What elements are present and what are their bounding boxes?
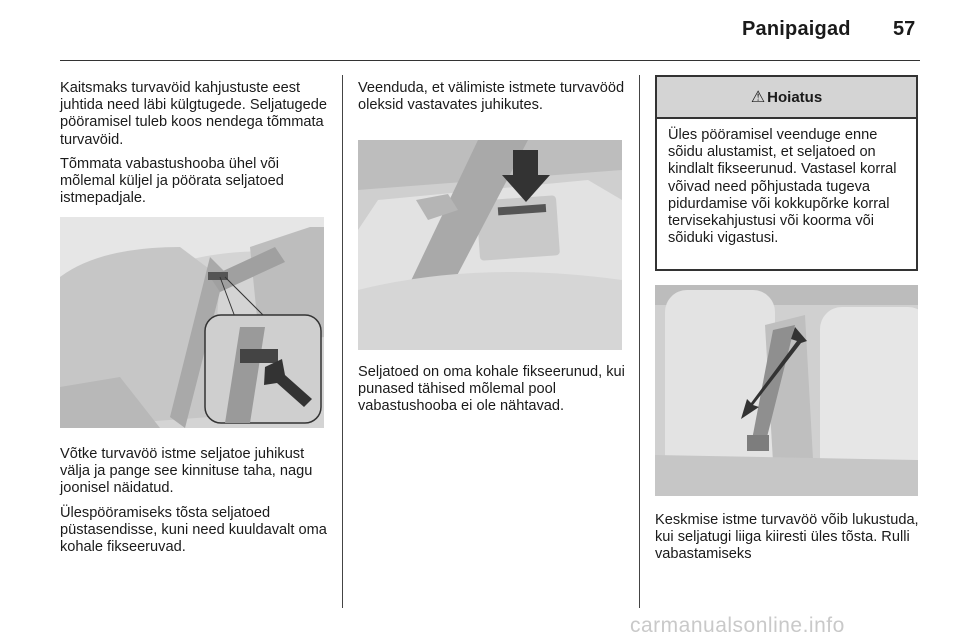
header-rule: [60, 60, 920, 61]
page-title: Panipaigad: [742, 18, 851, 40]
seat-belt-guide-illustration: [60, 217, 324, 428]
watermark: carmanualsonline.info: [630, 614, 845, 637]
paragraph: Ülespööramiseks tõsta seljatoed püstasendisse, kuni need kuuldavalt oma kohale fikseeruvad.: [60, 504, 327, 556]
column-divider: [639, 75, 640, 608]
warning-header: [657, 77, 916, 119]
paragraph: Seljatoed on oma kohale fikseerunud, kui punased tähised mõlemal pool vabastushooba ei ole nähtavad.: [358, 364, 625, 415]
warning-title: Hoiatus: [767, 88, 823, 106]
page-number: 57: [893, 18, 916, 40]
column-middle-bottom: [358, 364, 630, 423]
seatback-release-lever-illustration: [358, 140, 622, 350]
column-left-top: [60, 80, 330, 214]
warning-triangle-icon: ⚠: [750, 89, 766, 106]
paragraph: Kaitsmaks turvavöid kahjustuste eest juhtida need läbi külgtugede. Seljatugede pööramisel tuleb koos nendega tõmmata turvavöid.: [60, 80, 327, 148]
paragraph: Veenduda, et välimiste istmete turvavööd oleksid vastavates juhikutes.: [358, 80, 625, 114]
warning-box: [655, 75, 918, 271]
warning-text: Üles pööramisel veenduge enne sõidu alustamist, et seljatoed on kindlalt fikseerunud. Vastasel korral võivad need põhjustada tugeva pidurdamise või kokkupõrke korral tervisekahjustusi või koorma või sõiduki vigastusi.: [668, 127, 897, 247]
paragraph: Võtke turvavöö istme seljatoe juhikust välja ja pange see kinnituse taha, nagu joonisel näidatud.: [60, 446, 313, 497]
paragraph: Keskmise istme turvavöö võib lukustuda, kui seljatugi liiga kiiresti üles tõsta. Rulli vabastamiseks: [655, 512, 919, 563]
column-divider: [342, 75, 343, 608]
column-left-bottom: [60, 446, 332, 563]
column-right-bottom: [655, 512, 925, 571]
center-seatbelt-illustration: [655, 285, 918, 496]
column-middle-top: [358, 80, 628, 121]
paragraph: Tõmmata vabastushooba ühel või mõlemal küljel ja pöörata seljatoed istmepadjale.: [60, 155, 284, 207]
